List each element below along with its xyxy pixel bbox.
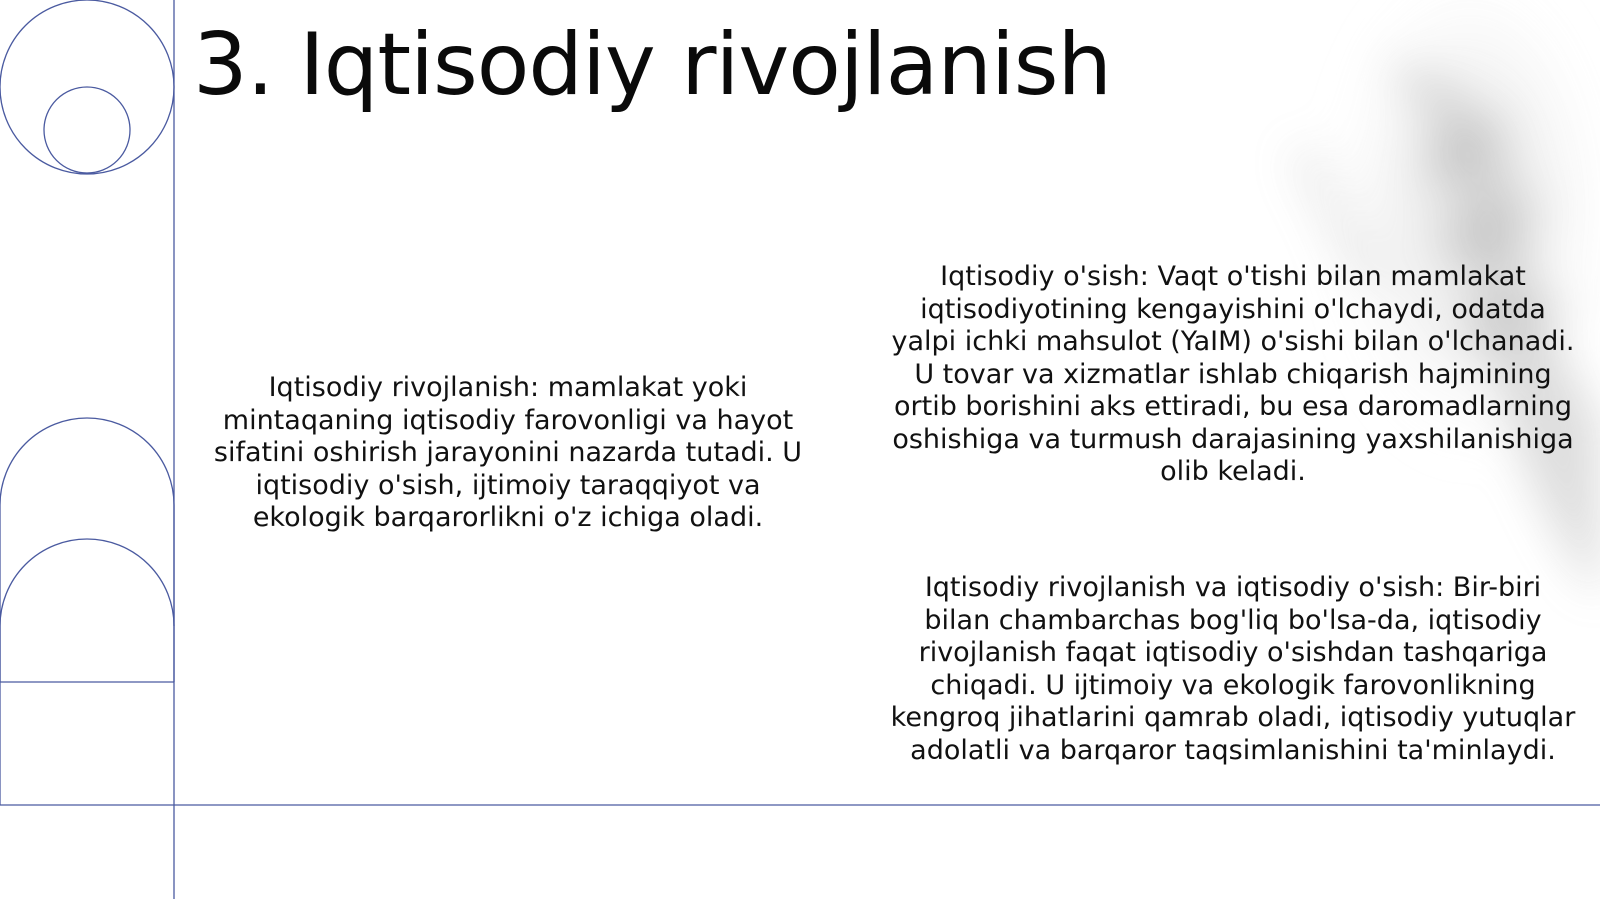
paragraph-economic-growth: Iqtisodiy o'sish: Vaqt o'tishi bilan mamlakat iqtisodiyotining kengayishini o'lchaydi, odatda yalpi ichki mahsulot (YaIM) o'sishi bilan o'lchanadi. U tovar va xizmatlar ishlab chiqarish hajmining ortib borishini aks ettiradi, bu esa daromadlarning oshishiga va turmush darajasining yaxshilanishiga olib keladi. [891,261,1575,487]
slide-title: 3. Iqtisodiy rivojlanish [193,15,1112,115]
paragraph-economic-development: Iqtisodiy rivojlanish: mamlakat yoki mintaqaning iqtisodiy farovonligi va hayot sifatini oshirish jarayonini nazarda tutadi. U iqtisodiy o'sish, ijtimoiy taraqqiyot va ekologik barqarorlikni o'z ichiga oladi. [213,372,803,533]
paragraph-development-vs-growth: Iqtisodiy rivojlanish va iqtisodiy o'sish: Bir-biri bilan chambarchas bog'liq bo'lsa-da, iqtisodiy rivojlanish faqat iqtisodiy o'sishdan tashqariga chiqadi. U ijtimoiy va ekologik farovonlikning kengroq jihatlarini qamrab oladi, iqtisodiy yutuqlar adolatli va barqaror taqsimlanishini ta'minlaydi. [890,572,1576,766]
